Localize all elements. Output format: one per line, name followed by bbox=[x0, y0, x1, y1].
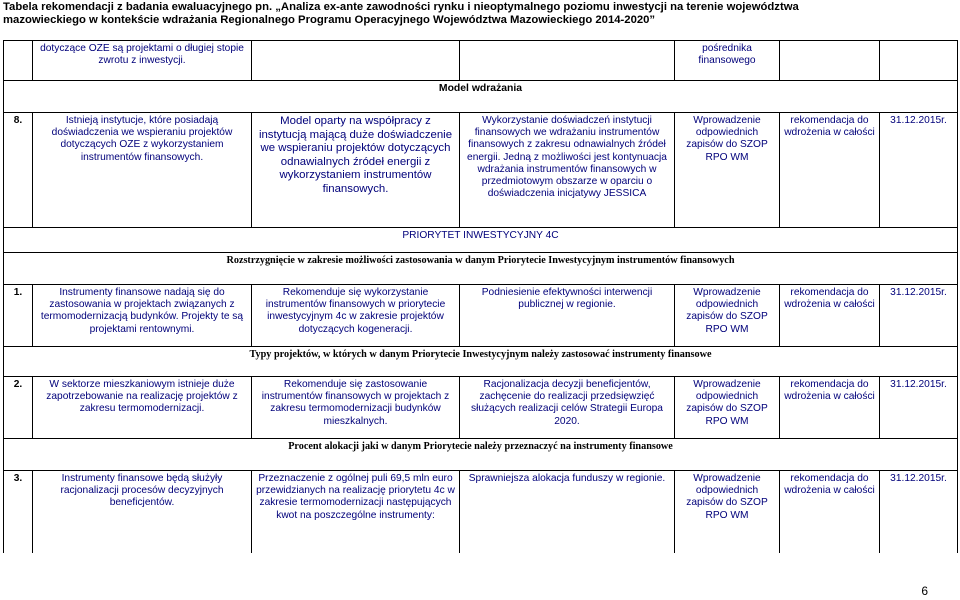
cell-effect: Sprawniejsza alokacja funduszy w regionie. bbox=[460, 471, 675, 553]
table-row-1 bbox=[4, 285, 958, 347]
cell-conclusion: W sektorze mieszkaniowym istnieje duże zapotrzebowanie na realizację projektów z zakresu termomodernizacji. bbox=[33, 377, 252, 439]
cell-conclusion: Instrumenty finansowe będą służyły racjonalizacji procesów decyzyjnych beneficjentów. bbox=[33, 471, 252, 553]
cell-date: 31.12.2015r. bbox=[880, 285, 958, 347]
cell-recommendation: Rekomenduje się wykorzystanie instrumentów finansowych w priorytecie inwestycyjnym 4c w zakresie projektów dotyczących kogeneracji. bbox=[252, 285, 460, 347]
table-row-2 bbox=[4, 377, 958, 439]
document-header bbox=[3, 1, 957, 27]
cell-method: Wprowadzenie odpowiednich zapisów do SZOP RPO WM bbox=[675, 285, 780, 347]
cell-status: rekomendacja do wdrożenia w całości bbox=[780, 471, 880, 553]
cell-date: 31.12.2015r. bbox=[880, 113, 958, 228]
cell-method: Wprowadzenie odpowiednich zapisów do SZOP RPO WM bbox=[675, 377, 780, 439]
cell-recommendation: Model oparty na współpracy z instytucją mającą duże doświadczenie we wspieraniu projektów dotyczących odnawialnych źródeł energii z wykorzystaniem instrumentów finansowych. bbox=[252, 113, 460, 228]
row-number: 3. bbox=[4, 471, 33, 553]
row-number: 1. bbox=[4, 285, 33, 347]
table-row-continuation bbox=[4, 41, 958, 81]
cell-status bbox=[780, 41, 880, 81]
row-number: 8. bbox=[4, 113, 33, 228]
row-number: 2. bbox=[4, 377, 33, 439]
section-priority-title: PRIORYTET INWESTYCYJNY 4C bbox=[4, 228, 958, 253]
section-row-resolution bbox=[4, 253, 958, 285]
cell-date: 31.12.2015r. bbox=[880, 471, 958, 553]
cell-effect: Podniesienie efektywności interwencji publicznej w regionie. bbox=[460, 285, 675, 347]
section-row-allocation bbox=[4, 439, 958, 471]
cell-num bbox=[4, 41, 33, 81]
section-row-model bbox=[4, 81, 958, 113]
cell-effect: Wykorzystanie doświadczeń instytucji finansowych we wdrażaniu instrumentów finansowych z zakresu odnawialnych źródeł energii. Jedną z możliwości jest kontynuacja wdrażania instrumentów finansowych w przedmiotowym obszarze w oparciu o doświadczenia inicjatywy JESSICA bbox=[460, 113, 675, 228]
cell-status: rekomendacja do wdrożenia w całości bbox=[780, 113, 880, 228]
cell-date bbox=[880, 41, 958, 81]
header-line-1: Tabela rekomendacji z badania ewaluacyjnego pn. „Analiza ex-ante zawodności rynku i nieoptymalnego poziomu inwestycji na terenie województwa bbox=[3, 1, 799, 13]
cell-effect bbox=[460, 41, 675, 81]
table-row-3 bbox=[4, 471, 958, 553]
cell-status: rekomendacja do wdrożenia w całości bbox=[780, 285, 880, 347]
cell-method: Wprowadzenie odpowiednich zapisów do SZOP RPO WM bbox=[675, 113, 780, 228]
header-line-2: mazowieckiego w kontekście wdrażania Regionalnego Programu Operacyjnego Województwa Mazowieckiego 2014-2020” bbox=[3, 14, 656, 26]
cell-recommendation bbox=[252, 41, 460, 81]
section-row-priority bbox=[4, 228, 958, 253]
cell-conclusion: dotyczące OZE są projektami o długiej stopie zwrotu z inwestycji. bbox=[33, 41, 252, 81]
cell-conclusion: Instrumenty finansowe nadają się do zastosowania w projektach związanych z termomodernizacją budynków. Projekty te są projektami rentownymi. bbox=[33, 285, 252, 347]
cell-effect: Racjonalizacja decyzji beneficjentów, zachęcenie do realizacji przedsięwzięć służących realizacji celów Strategii Europa 2020. bbox=[460, 377, 675, 439]
page-number: 6 bbox=[921, 584, 928, 598]
section-row-types bbox=[4, 347, 958, 377]
cell-conclusion: Istnieją instytucje, które posiadają doświadczenia we wspieraniu projektów dotyczących OZE z wykorzystaniem instrumentów finansowych. bbox=[33, 113, 252, 228]
cell-recommendation: Przeznaczenie z ogólnej puli 69,5 mln euro przewidzianych na realizację priorytetu 4c w zakresie termomodernizacji następujących kwot na poszczególne instrumenty: bbox=[252, 471, 460, 553]
cell-recommendation: Rekomenduje się zastosowanie instrumentów finansowych w projektach z zakresu termomodernizacji budynków mieszkalnych. bbox=[252, 377, 460, 439]
cell-method: pośrednika finansowego bbox=[675, 41, 780, 81]
section-model-title: Model wdrażania bbox=[4, 81, 958, 113]
cell-method: Wprowadzenie odpowiednich zapisów do SZOP RPO WM bbox=[675, 471, 780, 553]
section-allocation-title: Procent alokacji jaki w danym Priorytecie należy przeznaczyć na instrumenty finansowe bbox=[4, 439, 958, 471]
section-types-title: Typy projektów, w których w danym Priorytecie Inwestycyjnym należy zastosować instrumenty finansowe bbox=[4, 347, 958, 377]
recommendation-table bbox=[3, 40, 958, 553]
table-row-8 bbox=[4, 113, 958, 228]
cell-date: 31.12.2015r. bbox=[880, 377, 958, 439]
cell-status: rekomendacja do wdrożenia w całości bbox=[780, 377, 880, 439]
section-resolution-title: Rozstrzygnięcie w zakresie możliwości zastosowania w danym Priorytecie Inwestycyjnym instrumentów finansowych bbox=[4, 253, 958, 285]
